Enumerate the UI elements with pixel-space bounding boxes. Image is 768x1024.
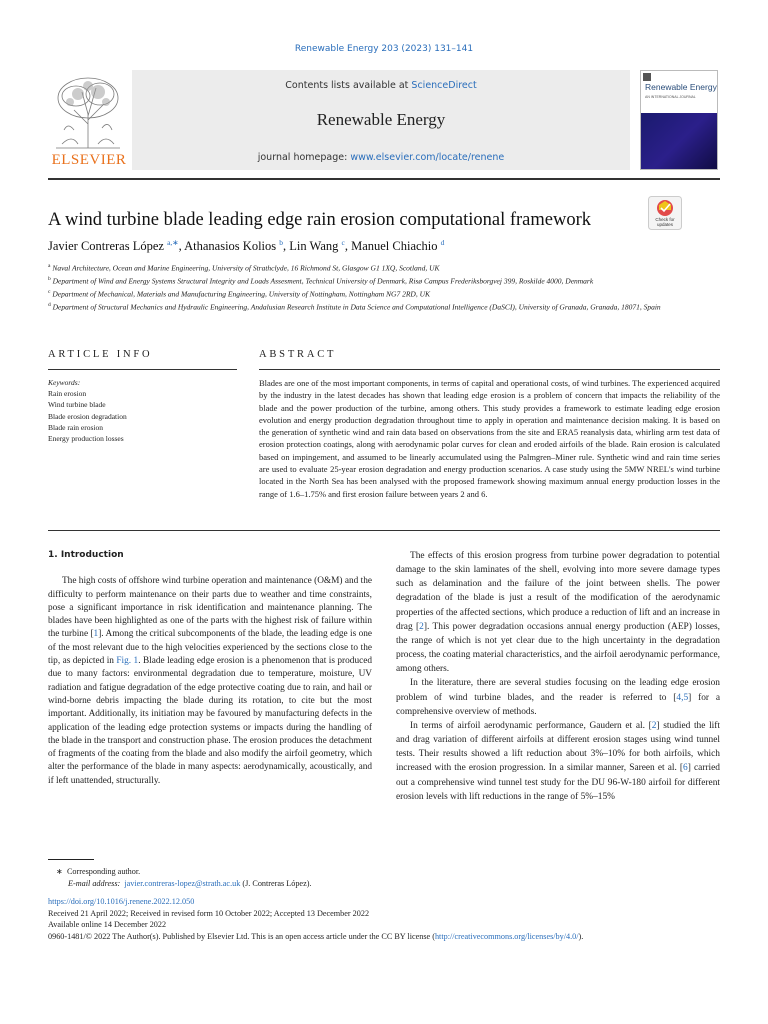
article-footer xyxy=(48,896,738,942)
corresponding-author-footnote xyxy=(56,866,311,890)
figure-link[interactable]: Fig. 1 xyxy=(116,656,139,667)
article-title: A wind turbine blade leading edge rain erosion computational framework xyxy=(48,210,592,230)
keyword: Blade rain erosion xyxy=(48,422,103,432)
doi-link[interactable]: https://doi.org/10.1016/j.renene.2022.12.050 xyxy=(48,897,195,906)
article-info-heading: ARTICLE INFO xyxy=(48,349,153,360)
journal-cover-thumbnail[interactable] xyxy=(640,70,718,170)
email-line: E-mail address: javier.contreras-lopez@strath.ac.uk (J. Contreras López). xyxy=(68,879,312,888)
citation-link[interactable]: 6 xyxy=(683,763,688,774)
license-link[interactable]: http://creativecommons.org/licenses/by/4.0/ xyxy=(434,931,579,941)
author-affiliation-mark[interactable]: a,∗ xyxy=(167,238,179,247)
article-info-divider xyxy=(48,369,237,370)
received-dates: Received 21 April 2022; Received in revised form 10 October 2022; Accepted 13 December 2022 xyxy=(48,908,370,918)
check-for-updates-icon[interactable] xyxy=(648,196,682,230)
cover-title: Renewable Energy xyxy=(645,82,717,92)
footnote-divider xyxy=(48,859,94,860)
journal-citation[interactable]: Renewable Energy 203 (2023) 131–141 xyxy=(294,44,474,54)
abstract-bottom-divider xyxy=(48,530,720,531)
keywords-block xyxy=(48,377,237,444)
author[interactable]: Athanasios Kolios $^b$, xyxy=(184,238,290,254)
body-paragraph: The high costs of offshore wind turbine operation and maintenance (O&M) and the difficulty to perform maintenance on their parts due to weather and time constraints, pose a significant importance in risk identification and maintenance planning. The blades have been highlighted as one of the parts with the highest risk of failure within the turbine [1]. Among the critical subcomponents of the blade, the leading edge is one of the most relevant due to the high velocities experienced by the sections close to the tip, as depicted in Fig. 1. Blade leading edge erosion is a phenomenon that is produced due to many factors: environmental degradation due to temperature, moisture, UV radiation and fatigue degradation of the edge protective coating due to rain, and hail or wind-borne debris impacting the blade during its rotation, to cite but the most important. Additionally, its initiation may be favoured by manufacturing defects in the application of the leading edge protection systems or impacts during the handling of the blade in the transport and construction phase. The erosion produces the detachment of fragments of the coating from the blade and also modify the airfoil geometry, which alter the performance of the blade in many aspects: aerodynamically, acoustically, and if left unattended, structurally. xyxy=(48,576,372,786)
citation-link[interactable]: 2 xyxy=(651,720,657,731)
citation-link[interactable]: 1 xyxy=(93,629,99,640)
affiliation: $^a$ Naval Architecture, Ocean and Marine Engineering, University of Strathclyde, 16 Richmond St, Glasgow G1 1XQ, Scotland, UK xyxy=(48,263,440,273)
author-affiliation-mark[interactable]: d xyxy=(440,238,445,247)
author[interactable]: Javier Contreras López $^{a,∗}$, xyxy=(48,238,185,254)
sciencedirect-link[interactable]: ScienceDirect xyxy=(411,80,477,91)
homepage-prefix: journal homepage: xyxy=(257,152,351,163)
author-list xyxy=(48,238,444,254)
cover-subtitle: AN INTERNATIONAL JOURNAL xyxy=(645,95,696,99)
license-line: 0960-1481/© 2022 The Author(s). Published by Elsevier Ltd. This is an open access article under the CC BY license (http://creativecommons.org/licenses/by/4.0/). xyxy=(48,931,584,941)
elsevier-wordmark: ELSEVIER xyxy=(51,152,127,168)
journal-homepage-link[interactable]: www.elsevier.com/locate/renene xyxy=(350,152,505,163)
contents-line xyxy=(132,80,630,91)
available-online: Available online 14 December 2022 xyxy=(48,920,167,930)
journal-name: Renewable Energy xyxy=(316,110,446,129)
email-link[interactable]: javier.contreras-lopez@strath.ac.uk xyxy=(124,879,241,888)
masthead-banner xyxy=(132,70,630,170)
crossmark-label: Check for xyxy=(655,217,675,222)
author[interactable]: Lin Wang $^c$, xyxy=(289,238,352,254)
keyword: Wind turbine blade xyxy=(48,400,106,410)
body-paragraph: In the literature, there are several studies focusing on the leading edge erosion problem of wind turbine blades, and the reader is referred to [4,5] for a comprehensive overview of methods. xyxy=(396,678,720,717)
corresponding-line: ∗ Corresponding author. xyxy=(56,867,141,876)
elsevier-logo[interactable] xyxy=(48,68,130,172)
abstract-text: Blades are one of the most important components, in terms of capital and operational costs, of wind turbines. The experienced acquired by the industry in the latest decades has shown that leading edge erosion is a problem of concern that impacts the reliability of the blade and the power production of the turbine, among others. This study provides a framework to estimate leading edge erosion evolution and energy production degradation throughout time to apply in operation and maintenance decision making. It is based on the generation of synthetic wind and rain data based on observations from the site and ERA5 reanalysis data, whirling arm test data of erosion protection coatings, along with aerodynamic polar curves for clean and eroded airfoils of the blade. Rain erosion is calculated based on impingement, and assumed to be linearly accumulated using the Palmgren–Miner rule. Synthetic wind and rain time series are used to evaluate 25-year erosion degradation and energy production scenarios. A case study using the 5MW NREL's wind turbine located in the North Sea has been analysed with the proposed framework showing maximum annual energy production losses in the range of 1.6–1.75% and first erosion failure between years 2 and 6. xyxy=(259,378,720,499)
keywords-label: Keywords: xyxy=(48,378,81,387)
crossmark-label-2: updates xyxy=(656,222,674,227)
masthead-divider xyxy=(48,178,720,180)
body-column-right xyxy=(396,549,720,804)
affiliation: $^c$ Department of Mechanical, Materials and Manufacturing Engineering, University of Nottingham, Nottingham NG7 2RD, UK xyxy=(48,288,431,299)
author-affiliation-mark[interactable]: c xyxy=(341,238,345,247)
citation-link[interactable]: 2 xyxy=(419,621,424,632)
cover-publisher-logo-icon xyxy=(643,73,651,81)
affiliation-list xyxy=(48,261,720,313)
keyword: Blade erosion degradation xyxy=(48,411,127,421)
author-affiliation-mark[interactable]: b xyxy=(279,238,284,247)
citation-link[interactable]: 4,5 xyxy=(676,692,689,703)
elsevier-tree-icon xyxy=(48,74,128,150)
contents-prefix: Contents lists available at xyxy=(285,80,412,91)
journal-masthead xyxy=(48,68,720,174)
body-paragraph: The effects of this erosion progress from turbine power degradation to potential damage to the skin laminates of the shell, evolving into more severe damage types such as delamination and the failure of the joint between shells. The power degradation of the blade is just a result of the modification of the aerodynamic properties of the affected sections, which produce a reduction of lift and an increase in drag [2]. This power degradation occasions annual energy production (AEP) losses, the range of which is not yet clear due to the high uncertainty in the degradation process, the coating material characteristics, and the airfoil aerodynamic performance, among others. xyxy=(396,551,721,675)
author[interactable]: Manuel Chiachio $^d$ xyxy=(351,238,445,254)
body-column-left xyxy=(48,549,372,788)
abstract-divider xyxy=(259,369,720,370)
section-heading-introduction: 1. Introduction xyxy=(48,550,124,560)
keyword: Rain erosion xyxy=(48,389,87,399)
affiliation: $^b$ Department of Wind and Energy Systems Structural Integrity and Loads Assesment, Technical University of Denmark, Risø Campus Frederiksborgvej 399, Roskilde 4000, Denmark xyxy=(48,275,594,286)
body-paragraph: In terms of airfoil aerodynamic performance, Gaudern et al. [2] studied the lift and drag variation of different airfoils at different erosion stages using wind tunnel tests. Their results showed a lift reduction about 3%–10% for both airfoils, which increased with the erosion progression. In a similar manner, Sareen et al. [6] carried out a comprehensive wind tunnel test study for the DU 96-W-180 airfoil for different erosion levels with lift reductions in the range of 5%–15% xyxy=(396,720,721,802)
abstract-heading: ABSTRACT xyxy=(259,349,337,360)
keyword: Energy production losses xyxy=(48,434,124,444)
affiliation: $^d$ Department of Structural Mechanics and Hydraulic Engineering, Andalusian Research Institute in Data Science and Computational Intelligence (DaSCI), University of Granada, Granada, 18071, Spain xyxy=(48,301,661,312)
homepage-line xyxy=(132,152,630,163)
cover-image xyxy=(641,113,718,170)
